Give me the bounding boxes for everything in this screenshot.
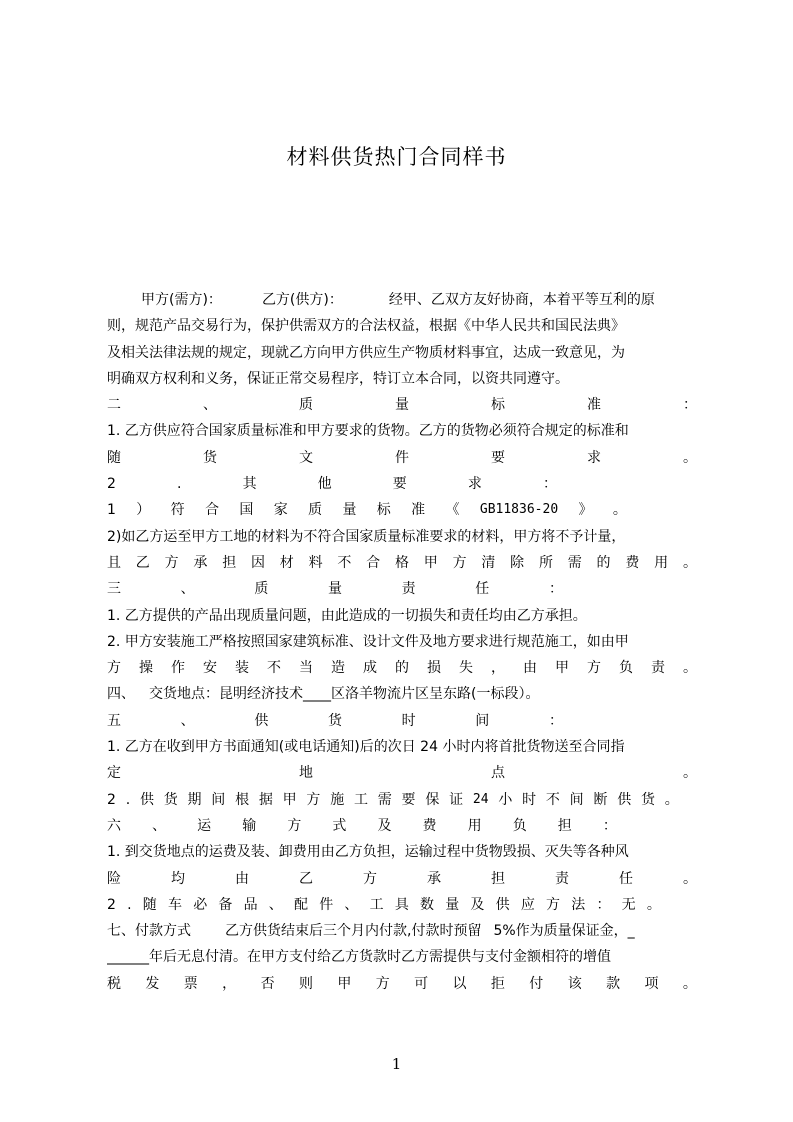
text-token: 险 bbox=[107, 870, 121, 887]
contract-body bbox=[107, 287, 697, 1027]
text-token: 、 bbox=[268, 896, 283, 913]
text-token: 。 bbox=[682, 975, 697, 992]
intro-line-1 bbox=[107, 287, 697, 313]
text-token: 用 bbox=[467, 817, 482, 834]
text-token: 甲 bbox=[337, 975, 352, 992]
section-7-percent: 5%作为质量保证金，_ bbox=[493, 923, 635, 940]
text-token: 、 bbox=[203, 397, 217, 414]
text-token: 期 bbox=[187, 791, 202, 808]
text-token: 标 bbox=[491, 397, 505, 414]
text-token: 家 bbox=[273, 502, 288, 519]
section-5-item-1-line-1: 1. 乙方在收到甲方书面通知(或电话通知)后的次日 24 小时内将首批货物送至合同指 bbox=[107, 739, 625, 756]
text-token: 任 bbox=[475, 581, 490, 598]
text-token: 配 bbox=[294, 896, 308, 913]
text-token: 2 bbox=[107, 476, 116, 493]
text-token: 随 bbox=[142, 896, 157, 913]
text-token: 失 bbox=[459, 660, 473, 677]
text-token: 当 bbox=[299, 660, 313, 677]
text-token: 货 bbox=[163, 791, 178, 808]
text-token: 应 bbox=[520, 896, 535, 913]
section-5-heading bbox=[107, 708, 697, 734]
text-token: 国 bbox=[239, 502, 254, 519]
text-token: 负 bbox=[512, 817, 527, 834]
text-token: 《 bbox=[445, 502, 460, 519]
text-token: 根 bbox=[235, 791, 250, 808]
text-token: 甲 bbox=[282, 791, 297, 808]
text-token: 具 bbox=[394, 896, 409, 913]
text-token: 时 bbox=[401, 712, 416, 729]
text-token: 甲 bbox=[423, 554, 438, 571]
text-token: 用 bbox=[654, 554, 669, 571]
text-token: 工 bbox=[369, 896, 384, 913]
text-token: 。 bbox=[646, 896, 661, 913]
text-token: 及 bbox=[377, 817, 392, 834]
text-token: 。 bbox=[682, 554, 697, 571]
text-token: 要 bbox=[392, 476, 407, 493]
text-token: 其 bbox=[242, 476, 257, 493]
text-token: 由 bbox=[235, 870, 249, 887]
section-4 bbox=[107, 681, 697, 707]
text-token: 施 bbox=[330, 791, 345, 808]
text-token: ， bbox=[222, 975, 237, 992]
section-5-item-1-line-2 bbox=[107, 760, 697, 786]
text-token: 地 bbox=[299, 765, 313, 782]
text-token: 质 bbox=[308, 502, 323, 519]
text-token: 、 bbox=[180, 581, 195, 598]
section-2-requirement-2-line-1: 2)如乙方运至甲方工地的材料为不符合国家质量标准要求的材料，甲方将不予计量， bbox=[107, 528, 626, 545]
text-token: 。 bbox=[683, 870, 697, 887]
intro-line-4: 明确双方权利和义务，保证正常交易程序，特订立本合同，以资共同遵守。 bbox=[107, 370, 569, 387]
text-token: 间 bbox=[211, 791, 226, 808]
text-token: 三 bbox=[107, 581, 121, 598]
text-token: 需 bbox=[377, 791, 392, 808]
text-token: 费 bbox=[625, 554, 640, 571]
section-6-heading bbox=[107, 813, 697, 839]
text-token: 件 bbox=[395, 449, 409, 466]
section-7-line-1 bbox=[107, 918, 697, 944]
section-3-item-2-line-2 bbox=[107, 655, 697, 681]
text-token: 乙 bbox=[135, 554, 150, 571]
section-7-text: 乙方供货结束后三个月内付款,付款时预留 bbox=[225, 923, 482, 940]
text-token: 量 bbox=[395, 397, 409, 414]
text-token: 备 bbox=[218, 896, 233, 913]
text-token: 运 bbox=[197, 817, 212, 834]
text-token: 该 bbox=[567, 975, 582, 992]
text-token: 小 bbox=[498, 791, 513, 808]
text-token: 要 bbox=[491, 449, 505, 466]
text-token: 料 bbox=[308, 554, 323, 571]
intro-line-2: 则，规范产品交易行为，保护供需双方的合法权益，根据《中华人民共和国民法典》 bbox=[107, 318, 625, 335]
text-token: 。 bbox=[683, 449, 697, 466]
text-token: 2 bbox=[107, 896, 116, 913]
text-token: ： bbox=[548, 581, 563, 598]
section-4-text: 交货地点：昆明经济技术____区洛羊物流片区呈东路(一标段）。 bbox=[149, 686, 540, 703]
text-token: 担 bbox=[222, 554, 237, 571]
text-token: 合 bbox=[366, 554, 381, 571]
text-token: 随 bbox=[107, 449, 121, 466]
section-5-item-2 bbox=[107, 787, 697, 813]
text-token: . bbox=[127, 896, 132, 913]
text-token: 方 bbox=[287, 817, 302, 834]
text-token: 方 bbox=[587, 660, 601, 677]
text-token: 不 bbox=[545, 791, 560, 808]
text-token: 断 bbox=[593, 791, 608, 808]
text-token: 方 bbox=[546, 896, 561, 913]
text-token: 则 bbox=[298, 975, 313, 992]
text-token: 文 bbox=[299, 449, 313, 466]
text-token: 除 bbox=[510, 554, 525, 571]
section-6-item-1-line-2 bbox=[107, 866, 697, 892]
text-token: 无 bbox=[621, 896, 636, 913]
section-6-item-1-line-1: 1. 到交货地点的运费及装、卸费用由乙方负担，运输过程中货物毁损、灭失等各种风 bbox=[107, 844, 629, 861]
text-token: 不 bbox=[267, 660, 281, 677]
text-token: 、 bbox=[152, 817, 167, 834]
text-token: 证 bbox=[449, 791, 464, 808]
text-token: 货 bbox=[327, 712, 342, 729]
text-token: 质 bbox=[254, 581, 269, 598]
text-token: 及 bbox=[470, 896, 485, 913]
text-token: 。 bbox=[683, 765, 697, 782]
text-token: ： bbox=[596, 896, 611, 913]
section-3-heading bbox=[107, 576, 697, 602]
text-token: . bbox=[177, 476, 182, 493]
text-token: 付 bbox=[529, 975, 544, 992]
party-a-label: 甲方(需方)： bbox=[141, 292, 222, 308]
text-token: 票 bbox=[183, 975, 198, 992]
text-token: 点 bbox=[491, 765, 505, 782]
text-token: 合 bbox=[205, 502, 219, 519]
text-token: 24 bbox=[472, 791, 489, 807]
text-token: 保 bbox=[425, 791, 440, 808]
text-token: 供 bbox=[254, 712, 269, 729]
text-token: 求 bbox=[467, 476, 482, 493]
text-token: 方 bbox=[164, 554, 179, 571]
text-token: 承 bbox=[193, 554, 208, 571]
text-token: 1 bbox=[107, 502, 116, 519]
section-4-label: 四、 bbox=[107, 686, 135, 703]
section-2-requirement-2-line-2 bbox=[107, 550, 697, 576]
text-token: 款 bbox=[606, 975, 621, 992]
page-number: 1 bbox=[391, 1055, 402, 1073]
text-token: 均 bbox=[171, 870, 185, 887]
text-token: ） bbox=[136, 502, 151, 519]
text-token: 。 bbox=[664, 791, 679, 808]
party-b-label: 乙方(供方)： bbox=[261, 292, 343, 308]
section-2-subheading bbox=[107, 471, 697, 497]
text-token: 乙 bbox=[299, 870, 313, 887]
text-token: 方 bbox=[375, 975, 390, 992]
text-token: 税 bbox=[107, 975, 121, 992]
section-2-item-1-line-1: 1. 乙方供应符合国家质量标准和甲方要求的货物。乙方的货物必须符合规定的标准和 bbox=[107, 423, 629, 440]
text-token: 责 bbox=[651, 660, 665, 677]
text-token: 间 bbox=[569, 791, 584, 808]
text-token: 品 bbox=[243, 896, 258, 913]
section-2-heading bbox=[107, 392, 697, 418]
text-token: 标 bbox=[376, 502, 391, 519]
section-2-requirement-1 bbox=[107, 497, 697, 523]
text-token: 安 bbox=[203, 660, 217, 677]
section-2-item-1-line-2 bbox=[107, 445, 697, 471]
text-token: 、 bbox=[344, 896, 359, 913]
text-token: 负 bbox=[619, 660, 633, 677]
text-token: ： bbox=[548, 712, 563, 729]
text-token: 输 bbox=[242, 817, 257, 834]
text-token: 件 bbox=[319, 896, 334, 913]
text-token: 以 bbox=[452, 975, 467, 992]
text-token: 因 bbox=[250, 554, 265, 571]
text-token: 项 bbox=[644, 975, 659, 992]
text-token: ： bbox=[683, 397, 697, 414]
text-token: 作 bbox=[171, 660, 185, 677]
text-token: 方 bbox=[452, 554, 467, 571]
text-token: 据 bbox=[258, 791, 273, 808]
text-token: 所 bbox=[538, 554, 553, 571]
text-token: 材 bbox=[279, 554, 294, 571]
text-token: 可 bbox=[414, 975, 429, 992]
text-token: 担 bbox=[557, 817, 572, 834]
text-token: 》 bbox=[578, 502, 593, 519]
text-token: 准 bbox=[411, 502, 426, 519]
text-token: 拒 bbox=[490, 975, 505, 992]
text-token: 操 bbox=[139, 660, 153, 677]
text-token: 货 bbox=[203, 449, 217, 466]
text-token: 否 bbox=[260, 975, 275, 992]
text-token: 供 bbox=[617, 791, 632, 808]
text-token: 发 bbox=[145, 975, 160, 992]
text-token: 造 bbox=[331, 660, 345, 677]
text-token: 格 bbox=[394, 554, 409, 571]
section-3-item-1: 1. 乙方提供的产品出现质量问题，由此造成的一切损失和责任均由乙方承担。 bbox=[107, 607, 587, 624]
text-token: ： bbox=[602, 817, 617, 834]
text-token: 时 bbox=[522, 791, 537, 808]
text-token: 。 bbox=[683, 660, 697, 677]
text-token: 且 bbox=[107, 554, 121, 571]
text-token: 损 bbox=[427, 660, 441, 677]
text-token: 法 bbox=[571, 896, 586, 913]
text-token: 货 bbox=[641, 791, 655, 808]
text-token: 费 bbox=[422, 817, 437, 834]
text-token: 数 bbox=[420, 896, 435, 913]
text-token: 要 bbox=[401, 791, 416, 808]
text-token: 供 bbox=[495, 896, 510, 913]
text-token: 责 bbox=[555, 870, 569, 887]
text-token: 由 bbox=[523, 660, 537, 677]
text-token: 五 bbox=[107, 712, 121, 729]
text-token: 担 bbox=[491, 870, 505, 887]
text-token: 需 bbox=[567, 554, 582, 571]
text-token: 成 bbox=[363, 660, 377, 677]
text-token: 不 bbox=[337, 554, 352, 571]
text-token: 方 bbox=[107, 660, 121, 677]
section-7-line-3 bbox=[107, 971, 697, 997]
document-title: 材料供货热门合同样书 bbox=[286, 145, 507, 169]
section-7-label: 七、付款方式 bbox=[107, 923, 191, 940]
text-token: 供 bbox=[139, 791, 154, 808]
text-token: 责 bbox=[401, 581, 416, 598]
text-token: 装 bbox=[235, 660, 249, 677]
text-token: 工 bbox=[353, 791, 368, 808]
intro-line-3: 及相关法律法规的规定，现就乙方向甲方供应生产物质材料事宜，达成一致意见，为 bbox=[107, 344, 625, 361]
text-token: 。 bbox=[612, 502, 627, 519]
text-token: GB11836-20 bbox=[479, 502, 559, 518]
text-token: 量 bbox=[342, 502, 357, 519]
text-token: 质 bbox=[299, 397, 313, 414]
text-token: 间 bbox=[475, 712, 490, 729]
text-token: 二 bbox=[107, 397, 121, 414]
text-token: 六 bbox=[107, 817, 121, 834]
text-token: 的 bbox=[395, 660, 409, 677]
section-6-item-2 bbox=[107, 892, 697, 918]
text-token: 清 bbox=[481, 554, 496, 571]
text-token: 2 bbox=[107, 791, 116, 808]
section-3-item-2-line-1: 2. 甲方安装施工严格按照国家建筑标准、设计文件及地方要求进行规范施工，如由甲 bbox=[107, 633, 629, 650]
text-token: 量 bbox=[445, 896, 460, 913]
text-token: 准 bbox=[587, 397, 601, 414]
text-token: 定 bbox=[107, 765, 121, 782]
text-token: . bbox=[125, 791, 131, 808]
text-token: 必 bbox=[193, 896, 208, 913]
text-token: 的 bbox=[596, 554, 611, 571]
text-token: 甲 bbox=[555, 660, 569, 677]
text-token: 量 bbox=[327, 581, 342, 598]
text-token: ， bbox=[491, 660, 505, 677]
text-token: 任 bbox=[619, 870, 633, 887]
section-7-line-2: ______年后无息付清。在甲方支付给乙方货款时乙方需提供与支付金额相符的增值 bbox=[107, 949, 611, 966]
text-token: 承 bbox=[427, 870, 441, 887]
text-token: 他 bbox=[317, 476, 332, 493]
text-token: 式 bbox=[332, 817, 347, 834]
text-token: ： bbox=[542, 476, 557, 493]
text-token: 方 bbox=[306, 791, 321, 808]
intro-text: 经甲、乙双方友好协商，本着平等互利的原 bbox=[388, 292, 655, 308]
text-token: 车 bbox=[167, 896, 182, 913]
text-token: 求 bbox=[587, 449, 601, 466]
text-token: 符 bbox=[170, 502, 185, 519]
text-token: 方 bbox=[363, 870, 377, 887]
text-token: 、 bbox=[180, 712, 195, 729]
